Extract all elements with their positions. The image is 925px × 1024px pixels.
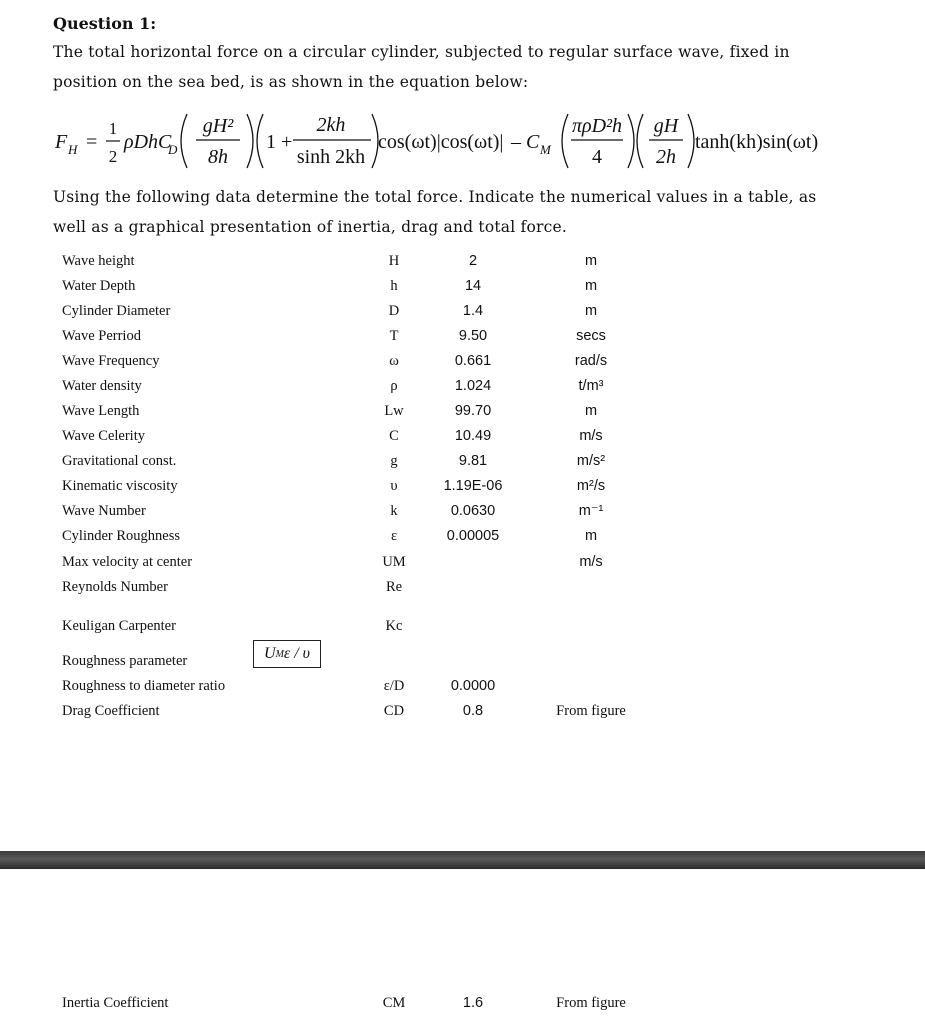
row-value-text: 2 (468, 253, 478, 269)
row-label (62, 503, 146, 520)
paren-1-open (181, 114, 187, 168)
row-symbol-text: k (390, 503, 398, 519)
row-unit-text: m/s² (576, 453, 606, 469)
row-label-text: Gravitational const. (62, 453, 177, 469)
eq-coef-sub: D (168, 142, 178, 157)
roughness-formula-box: U M ε / υ (253, 640, 321, 668)
row-value-text: 1.19E-06 (443, 478, 503, 494)
row-symbol-text: ω (389, 353, 399, 369)
row-label-text: Roughness parameter (62, 653, 188, 669)
row-symbol-text: Re (385, 579, 403, 595)
row-unit-text: m (584, 403, 598, 419)
row-label-text: Wave Perriod (62, 328, 141, 344)
row-label (62, 579, 168, 596)
eq-frac4-num: gH (653, 115, 679, 137)
eq-frac3-num: πρD²h (571, 115, 623, 137)
row-symbol-text: H (388, 253, 400, 269)
row-label (62, 995, 168, 1012)
row-unit-text: From figure (556, 995, 626, 1011)
row-label (62, 303, 170, 320)
row-label-text: Max velocity at center (62, 554, 193, 570)
question-title: Question 1: (53, 14, 157, 33)
row-unit-text: m⁻¹ (578, 503, 604, 519)
instruction-line-2: well as a graphical presentation of inertia, drag and total force. (53, 218, 567, 236)
row-unit-text: m (584, 528, 598, 544)
row-label-text: Wave Celerity (62, 428, 145, 444)
row-unit-text: secs (576, 328, 606, 344)
eq-equals: = (86, 131, 98, 153)
row-value-text: 0.0000 (450, 678, 496, 694)
row-symbol-text: ε (390, 528, 398, 544)
row-label (62, 618, 176, 635)
row-symbol-text: ε/D (383, 678, 405, 694)
eq-frac2-num: 2kh (316, 114, 346, 136)
paren-4-open (637, 114, 643, 168)
row-label (62, 328, 141, 345)
paren-2-open (257, 114, 263, 168)
row-label-text: Wave Frequency (62, 353, 160, 369)
row-value-text: 0.0630 (450, 503, 496, 519)
row-label (62, 703, 160, 720)
eq-half-num: 1 (108, 119, 118, 138)
row-label (62, 478, 178, 495)
row-symbol-text: CD (383, 703, 405, 719)
row-label (62, 428, 145, 445)
row-label-text: Wave Length (62, 403, 140, 419)
row-label (62, 403, 139, 420)
eq-coef: ρDhC (124, 131, 172, 153)
row-unit-text: m (584, 253, 598, 269)
intro-line-2: position on the sea bed, is as shown in the equation below: (53, 73, 529, 91)
row-value-text: 0.00005 (446, 528, 500, 544)
row-label (62, 528, 180, 545)
row-label-text: Inertia Coefficient (62, 995, 169, 1011)
row-symbol-text: UM (382, 554, 406, 570)
eq-frac4-den: 2h (656, 146, 676, 168)
equation-lhs (55, 131, 97, 157)
paren-1-close (247, 114, 253, 168)
row-unit-text: m/s (579, 428, 603, 444)
eq-half-den: 2 (108, 147, 118, 166)
row-unit-text: m²/s (576, 478, 606, 494)
row-label (62, 253, 135, 270)
row-label-text: Cylinder Diameter (62, 303, 171, 319)
row-unit-text: t/m³ (578, 378, 604, 394)
row-value-text: 0.661 (454, 353, 492, 369)
row-label-text: Reynolds Number (62, 579, 168, 595)
eq-minus: – (511, 131, 521, 153)
row-value-text: 9.81 (458, 453, 488, 469)
row-label (62, 678, 225, 695)
eq-frac2-den: sinh 2kh (296, 146, 366, 168)
force-equation (55, 100, 885, 176)
row-label (62, 653, 187, 670)
eq-trig-term: tanh(kh)sin(ωt) (695, 131, 819, 153)
row-unit-text: m (584, 303, 598, 319)
row-unit-text: rad/s (574, 353, 608, 369)
row-label (62, 353, 159, 370)
intro-line-1: The total horizontal force on a circular cylinder, subjected to regular surface wave, fixed in (53, 43, 790, 61)
eq-frac1-num: gH² (202, 115, 234, 137)
divider-bar (0, 851, 925, 869)
eq-frac3 (571, 115, 623, 168)
eq-frac4 (649, 115, 683, 168)
row-symbol-text: ρ (390, 378, 398, 394)
row-unit-text: From figure (556, 703, 626, 719)
row-value-text: 10.49 (454, 428, 492, 444)
instruction-line-1: Using the following data determine the total force. Indicate the numerical values in a table, as (53, 188, 817, 206)
row-symbol-text: C (389, 428, 399, 444)
eq-frac1 (196, 115, 240, 168)
eq-half-fraction (106, 119, 120, 166)
paren-3-close (628, 114, 634, 168)
eq-lhs-sub: H (68, 142, 78, 157)
row-label-text: Drag Coefficient (62, 703, 160, 719)
eq-frac3-den: 4 (592, 146, 602, 168)
eq-cos-term: cos(ωt)|cos(ωt)| (378, 131, 504, 153)
paren-3-open (562, 114, 568, 168)
row-label (62, 453, 176, 470)
row-value-text: 99.70 (454, 403, 492, 419)
eq-lhs: F (55, 131, 68, 153)
row-label-text: Cylinder Roughness (62, 528, 181, 544)
row-symbol-text: T (389, 328, 399, 344)
row-unit-text: m/s (579, 554, 603, 570)
row-value-text: 1.024 (454, 378, 492, 394)
eq-frac1-den: 8h (208, 146, 228, 168)
row-value-text: 1.4 (462, 303, 484, 319)
row-label-text: Wave Number (62, 503, 146, 519)
row-symbol-text: D (388, 303, 400, 319)
row-symbol-text: Kc (385, 618, 403, 634)
row-label-text: Roughness to diameter ratio (62, 678, 226, 694)
paren-4-close (688, 114, 694, 168)
row-label (62, 554, 192, 571)
eq-cm: C (526, 131, 540, 153)
row-value-text: 0.8 (462, 703, 484, 719)
row-value-text: 14 (464, 278, 482, 294)
row-label-text: Kinematic viscosity (62, 478, 178, 494)
row-value-text: 1.6 (462, 995, 484, 1011)
row-unit-text: m (584, 278, 598, 294)
row-label-text: Keuligan Carpenter (62, 618, 176, 634)
row-label (62, 378, 142, 395)
eq-cm-sub: M (540, 142, 551, 157)
row-value-text: 9.50 (458, 328, 488, 344)
row-symbol-text: h (390, 278, 398, 294)
row-label-text: Water density (62, 378, 142, 394)
row-symbol-text: g (390, 453, 398, 469)
eq-frac2 (293, 114, 371, 168)
row-symbol-text: Lw (384, 403, 404, 419)
row-label-text: Water Depth (62, 278, 136, 294)
row-symbol-text: υ (390, 478, 398, 494)
row-label (62, 278, 135, 295)
eq-one-plus: 1 + (266, 131, 293, 153)
row-label-text: Wave height (62, 253, 135, 269)
row-symbol-text: CM (382, 995, 406, 1011)
